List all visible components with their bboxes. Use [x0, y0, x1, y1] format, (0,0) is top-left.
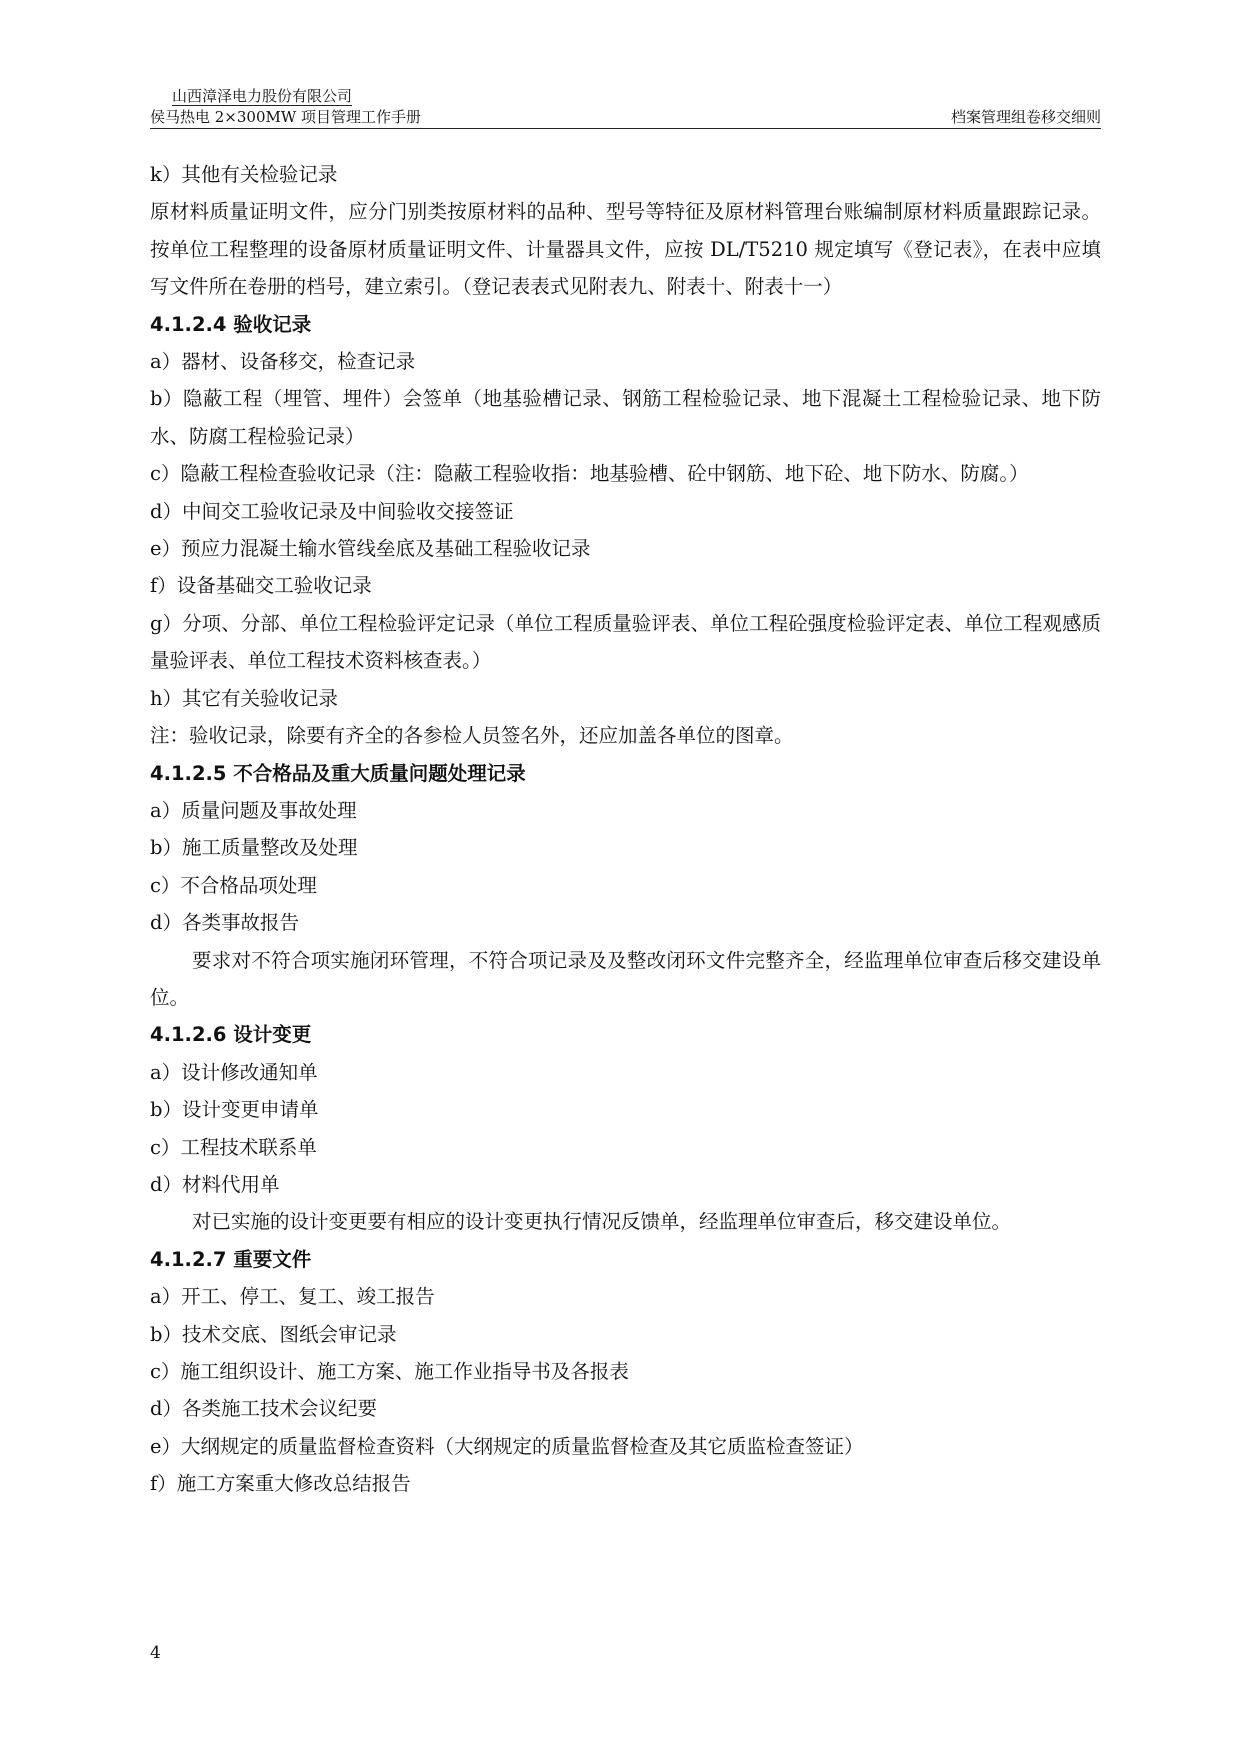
header-company: 山西漳泽电力股份有限公司: [172, 87, 353, 105]
list-item: k）其他有关检验记录: [150, 163, 338, 186]
paragraph: 对已实施的设计变更要有相应的设计变更执行情况反馈单，经监理单位审查后，移交建设单位。: [192, 1210, 1012, 1234]
list-item: c）隐蔽工程检查验收记录（注：隐蔽工程验收指：地基验槽、砼中钢筋、地下砼、地下防水、防腐。）: [150, 462, 1029, 486]
list-item: d）各类事故报告: [150, 911, 299, 935]
list-item: f）施工方案重大修改总结报告: [150, 1472, 411, 1496]
list-item: d）材料代用单: [150, 1172, 280, 1196]
list-item: a）器材、设备移交，检查记录: [150, 350, 416, 374]
section-heading: 4.1.2.4 验收记录: [150, 312, 312, 336]
page-header: [150, 86, 1101, 129]
list-item: d）中间交工验收记录及中间验收交接签证: [150, 499, 514, 523]
section-heading: 4.1.2.5 不合格品及重大质量问题处理记录: [150, 761, 526, 785]
section-heading: 4.1.2.7 重要文件: [150, 1247, 312, 1271]
note: 注：验收记录，除要有齐全的各参检人员签名外，还应加盖各单位的图章。: [150, 724, 794, 748]
list-item: f）设备基础交工验收记录: [150, 574, 372, 598]
list-item: a）开工、停工、复工、竣工报告: [150, 1285, 435, 1309]
list-item: c）不合格品项处理: [150, 873, 317, 897]
list-item: a）设计修改通知单: [150, 1060, 318, 1084]
list-item: c）施工组织设计、施工方案、施工作业指导书及各报表: [150, 1360, 629, 1383]
list-item: b）隐蔽工程（埋管、埋件）会签单（地基验槽记录、钢筋工程检验记录、地下混凝土工程检验记录、地下防水、防腐工程检验记录）: [150, 387, 1101, 448]
paragraph: 要求对不符合项实施闭环管理，不符合项记录及及整改闭环文件完整齐全，经监理单位审查后移交建设单位。: [150, 948, 1101, 1009]
list-item: c）工程技术联系单: [150, 1135, 317, 1159]
header-section: 档案管理组卷移交细则: [950, 108, 1101, 126]
page-number: 4: [150, 1643, 161, 1663]
list-item: d）各类施工技术会议纪要: [150, 1397, 377, 1421]
list-item: b）施工质量整改及处理: [150, 836, 358, 860]
document-body: [150, 156, 1101, 1503]
list-item: a）质量问题及事故处理: [150, 798, 357, 822]
header-project: 侯马热电 2×300MW 项目管理工作手册: [150, 108, 422, 126]
list-item: h）其它有关验收记录: [150, 686, 339, 710]
paragraph: 原材料质量证明文件，应分门别类按原材料的品种、型号等特征及原材料管理台账编制原材料质量跟踪记录。按单位工程整理的设备原材质量证明文件、计量器具文件，应按 DL/T5210 规定填写《登记表》，在表中应填写文件所在卷册的档号，建立索引。（登记表表式见附表九、附表十、附表十一）: [150, 200, 1101, 299]
list-item: e）大纲规定的质量监督检查资料（大纲规定的质量监督检查及其它质监检查签证）: [150, 1434, 864, 1458]
list-item: g）分项、分部、单位工程检验评定记录（单位工程质量验评表、单位工程砼强度检验评定表、单位工程观感质量验评表、单位工程技术资料核查表。）: [150, 611, 1101, 673]
list-item: b）技术交底、图纸会审记录: [150, 1322, 397, 1346]
list-item: e）预应力混凝土输水管线垒底及基础工程验收记录: [150, 537, 591, 561]
header-row: [150, 106, 1101, 129]
section-heading: 4.1.2.6 设计变更: [150, 1023, 312, 1047]
list-item: b）设计变更申请单: [150, 1098, 319, 1122]
